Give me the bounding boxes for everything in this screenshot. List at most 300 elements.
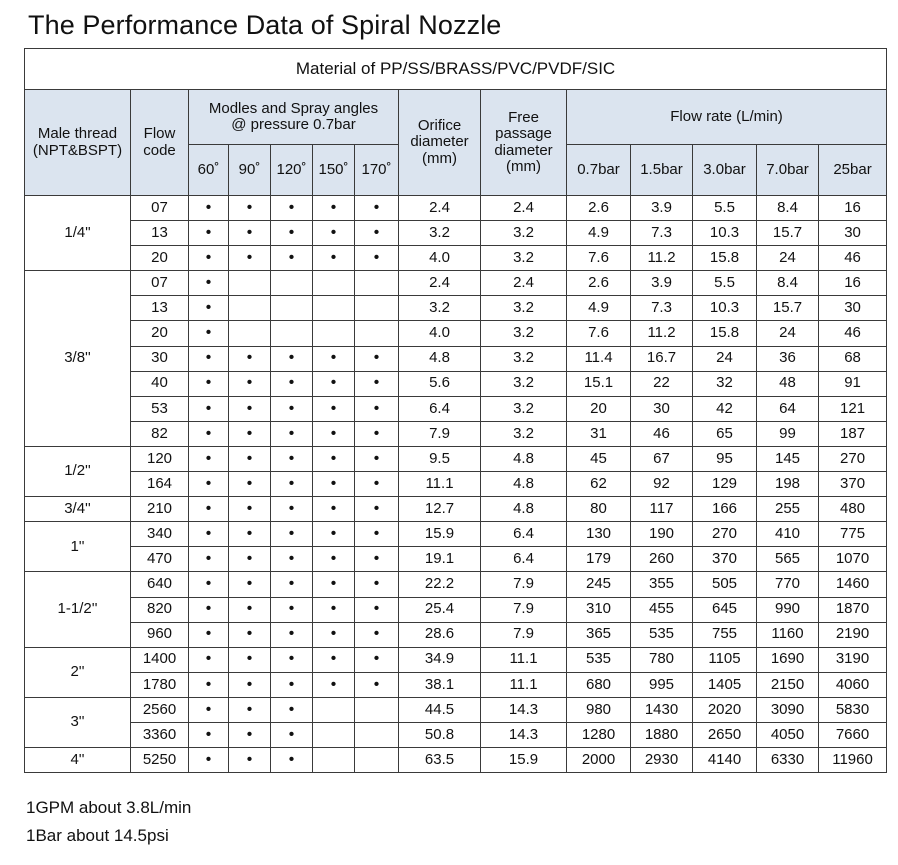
angle-availability-cell: • [189, 647, 229, 672]
free-passage-cell: 4.8 [481, 497, 567, 522]
orifice-diameter-cell: 38.1 [399, 672, 481, 697]
angle-availability-cell: • [229, 196, 271, 221]
flow-rate-cell: 121 [819, 396, 887, 421]
angle-availability-cell: • [189, 597, 229, 622]
flow-rate-cell: 3090 [757, 697, 819, 722]
note-bar: 1Bar about 14.5psi [26, 826, 169, 845]
angle-availability-cell: • [313, 446, 355, 471]
angle-availability-cell: • [189, 622, 229, 647]
angle-availability-cell: • [313, 572, 355, 597]
flow-rate-cell: 5.5 [693, 196, 757, 221]
angle-availability-cell: • [271, 672, 313, 697]
table-row [25, 371, 887, 396]
flow-rate-cell: 310 [567, 597, 631, 622]
flow-rate-cell: 2190 [819, 622, 887, 647]
angle-availability-cell: • [355, 572, 399, 597]
flow-rate-cell: 64 [757, 396, 819, 421]
angle-availability-cell: • [355, 497, 399, 522]
orifice-diameter-cell: 2.4 [399, 196, 481, 221]
thread-size-cell: 4'' [25, 748, 131, 773]
thread-size-cell: 1/2'' [25, 446, 131, 496]
orifice-diameter-cell: 15.9 [399, 522, 481, 547]
pressure-header: 1.5bar [631, 145, 693, 196]
flow-rate-cell: 11960 [819, 748, 887, 773]
flow-rate-cell: 4050 [757, 722, 819, 747]
orifice-diameter-cell: 25.4 [399, 597, 481, 622]
flow-code-cell: 640 [131, 572, 189, 597]
angle-availability-cell: • [355, 647, 399, 672]
performance-table [24, 48, 887, 773]
flow-rate-cell: 990 [757, 597, 819, 622]
angle-availability-cell: • [355, 346, 399, 371]
table-row [25, 196, 887, 221]
table-row [25, 622, 887, 647]
angle-availability-cell: • [313, 547, 355, 572]
angle-availability-cell [355, 722, 399, 747]
angle-availability-cell: • [313, 472, 355, 497]
flow-rate-cell: 24 [757, 246, 819, 271]
orifice-diameter-cell: 63.5 [399, 748, 481, 773]
flow-rate-cell: 645 [693, 597, 757, 622]
orifice-diameter-cell: 6.4 [399, 396, 481, 421]
table-row [25, 647, 887, 672]
angle-availability-cell: • [313, 597, 355, 622]
flow-rate-cell: 10.3 [693, 296, 757, 321]
angle-availability-cell: • [313, 346, 355, 371]
angle-header: 90˚ [229, 145, 271, 196]
orifice-diameter-cell: 4.8 [399, 346, 481, 371]
flow-rate-cell: 24 [693, 346, 757, 371]
angle-availability-cell [313, 748, 355, 773]
flow-rate-cell: 10.3 [693, 221, 757, 246]
angle-availability-cell: • [271, 722, 313, 747]
spray-angles-header: Modles and Spray angles @ pressure 0.7bar [189, 90, 399, 145]
table-row [25, 221, 887, 246]
angle-availability-cell: • [229, 371, 271, 396]
angle-availability-cell: • [313, 371, 355, 396]
angle-availability-cell: • [229, 446, 271, 471]
orifice-diameter-header: Orifice diameter (mm) [399, 90, 481, 196]
table-row [25, 748, 887, 773]
flow-rate-cell: 775 [819, 522, 887, 547]
orifice-diameter-cell: 50.8 [399, 722, 481, 747]
angle-availability-cell: • [355, 446, 399, 471]
flow-code-header: Flow code [131, 90, 189, 196]
flow-rate-cell: 32 [693, 371, 757, 396]
flow-rate-cell: 46 [631, 421, 693, 446]
male-thread-header: Male thread (NPT&BSPT) [25, 90, 131, 196]
pressure-header: 25bar [819, 145, 887, 196]
flow-rate-cell: 198 [757, 472, 819, 497]
free-passage-cell: 14.3 [481, 722, 567, 747]
orifice-diameter-cell: 12.7 [399, 497, 481, 522]
table-row [25, 572, 887, 597]
table-row [25, 396, 887, 421]
flow-code-cell: 13 [131, 221, 189, 246]
angle-availability-cell: • [355, 371, 399, 396]
flow-rate-cell: 1430 [631, 697, 693, 722]
table-row [25, 522, 887, 547]
free-passage-cell: 7.9 [481, 622, 567, 647]
page-title: The Performance Data of Spiral Nozzle [28, 10, 502, 40]
thread-size-cell: 3/8'' [25, 271, 131, 447]
flow-rate-cell: 3.9 [631, 196, 693, 221]
angle-availability-cell: • [355, 597, 399, 622]
angle-availability-cell [355, 321, 399, 346]
angle-availability-cell [229, 271, 271, 296]
flow-code-cell: 960 [131, 622, 189, 647]
flow-code-cell: 210 [131, 497, 189, 522]
angle-availability-cell: • [229, 647, 271, 672]
angle-availability-cell: • [229, 572, 271, 597]
free-passage-cell: 3.2 [481, 346, 567, 371]
angle-availability-cell: • [271, 748, 313, 773]
flow-rate-cell: 535 [567, 647, 631, 672]
angle-availability-cell: • [229, 421, 271, 446]
flow-rate-cell: 11.4 [567, 346, 631, 371]
angle-availability-cell: • [229, 522, 271, 547]
orifice-diameter-cell: 19.1 [399, 547, 481, 572]
angle-availability-cell: • [355, 421, 399, 446]
orifice-diameter-cell: 7.9 [399, 421, 481, 446]
table-row [25, 547, 887, 572]
free-passage-cell: 3.2 [481, 321, 567, 346]
flow-rate-cell: 260 [631, 547, 693, 572]
angle-availability-cell: • [271, 221, 313, 246]
orifice-diameter-cell: 44.5 [399, 697, 481, 722]
angle-availability-cell: • [271, 446, 313, 471]
flow-rate-cell: 7.6 [567, 246, 631, 271]
angle-availability-cell: • [189, 346, 229, 371]
flow-rate-cell: 4.9 [567, 221, 631, 246]
flow-rate-cell: 4.9 [567, 296, 631, 321]
flow-rate-cell: 2930 [631, 748, 693, 773]
angle-availability-cell: • [189, 722, 229, 747]
flow-code-cell: 470 [131, 547, 189, 572]
table-row [25, 246, 887, 271]
flow-rate-cell: 190 [631, 522, 693, 547]
angle-availability-cell: • [229, 472, 271, 497]
angle-availability-cell: • [189, 522, 229, 547]
flow-code-cell: 1400 [131, 647, 189, 672]
angle-availability-cell [271, 321, 313, 346]
free-passage-cell: 15.9 [481, 748, 567, 773]
orifice-diameter-cell: 9.5 [399, 446, 481, 471]
flow-rate-cell: 16 [819, 271, 887, 296]
flow-rate-cell: 99 [757, 421, 819, 446]
flow-rate-cell: 48 [757, 371, 819, 396]
flow-rate-cell: 4060 [819, 672, 887, 697]
flow-rate-cell: 1070 [819, 547, 887, 572]
orifice-diameter-cell: 5.6 [399, 371, 481, 396]
angle-availability-cell: • [313, 246, 355, 271]
flow-rate-cell: 16 [819, 196, 887, 221]
flow-rate-cell: 6330 [757, 748, 819, 773]
free-passage-cell: 6.4 [481, 522, 567, 547]
angle-availability-cell: • [189, 697, 229, 722]
thread-size-cell: 1'' [25, 522, 131, 572]
table-body [25, 196, 887, 773]
flow-rate-cell: 1405 [693, 672, 757, 697]
flow-code-cell: 13 [131, 296, 189, 321]
angle-availability-cell: • [189, 421, 229, 446]
angle-availability-cell: • [313, 647, 355, 672]
flow-rate-cell: 2020 [693, 697, 757, 722]
angle-availability-cell: • [355, 472, 399, 497]
flow-rate-cell: 370 [693, 547, 757, 572]
angle-availability-cell: • [189, 547, 229, 572]
flow-code-cell: 3360 [131, 722, 189, 747]
angle-header: 150˚ [313, 145, 355, 196]
angle-header: 120˚ [271, 145, 313, 196]
flow-rate-cell: 117 [631, 497, 693, 522]
flow-rate-cell: 46 [819, 321, 887, 346]
flow-rate-cell: 2650 [693, 722, 757, 747]
flow-rate-cell: 1105 [693, 647, 757, 672]
flow-rate-cell: 1160 [757, 622, 819, 647]
flow-code-cell: 120 [131, 446, 189, 471]
thread-size-cell: 1-1/2'' [25, 572, 131, 647]
angle-availability-cell [313, 321, 355, 346]
flow-code-cell: 20 [131, 321, 189, 346]
flow-rate-cell: 1690 [757, 647, 819, 672]
flow-rate-cell: 15.1 [567, 371, 631, 396]
table-row [25, 321, 887, 346]
angle-availability-cell: • [313, 522, 355, 547]
angle-availability-cell: • [355, 547, 399, 572]
orifice-diameter-cell: 4.0 [399, 246, 481, 271]
angle-availability-cell: • [229, 396, 271, 421]
flow-rate-cell: 780 [631, 647, 693, 672]
angle-availability-cell: • [229, 597, 271, 622]
angle-availability-cell: • [229, 697, 271, 722]
flow-rate-cell: 1880 [631, 722, 693, 747]
angle-availability-cell [313, 296, 355, 321]
flow-code-cell: 1780 [131, 672, 189, 697]
table-row [25, 672, 887, 697]
orifice-diameter-cell: 2.4 [399, 271, 481, 296]
table-row [25, 421, 887, 446]
flow-rate-cell: 1460 [819, 572, 887, 597]
angle-availability-cell: • [271, 346, 313, 371]
flow-rate-cell: 410 [757, 522, 819, 547]
angle-availability-cell: • [313, 221, 355, 246]
orifice-diameter-cell: 4.0 [399, 321, 481, 346]
flow-rate-cell: 255 [757, 497, 819, 522]
angle-availability-cell: • [355, 622, 399, 647]
flow-rate-cell: 270 [693, 522, 757, 547]
table-row [25, 346, 887, 371]
angle-availability-cell: • [189, 221, 229, 246]
angle-availability-cell [229, 321, 271, 346]
angle-availability-cell: • [189, 748, 229, 773]
flow-rate-cell: 2150 [757, 672, 819, 697]
flow-rate-cell: 46 [819, 246, 887, 271]
angle-availability-cell: • [229, 246, 271, 271]
flow-rate-cell: 355 [631, 572, 693, 597]
angle-availability-cell: • [189, 572, 229, 597]
thread-size-cell: 3'' [25, 697, 131, 747]
flow-rate-header: Flow rate (L/min) [567, 90, 887, 145]
free-passage-cell: 3.2 [481, 421, 567, 446]
flow-rate-cell: 2000 [567, 748, 631, 773]
free-passage-cell: 3.2 [481, 221, 567, 246]
pressure-header: 7.0bar [757, 145, 819, 196]
flow-rate-cell: 770 [757, 572, 819, 597]
flow-rate-cell: 480 [819, 497, 887, 522]
flow-rate-cell: 67 [631, 446, 693, 471]
angle-availability-cell: • [313, 622, 355, 647]
angle-availability-cell: • [189, 296, 229, 321]
free-passage-cell: 3.2 [481, 246, 567, 271]
angle-availability-cell: • [189, 396, 229, 421]
flow-code-cell: 340 [131, 522, 189, 547]
flow-rate-cell: 980 [567, 697, 631, 722]
table-row [25, 446, 887, 471]
angle-availability-cell [355, 748, 399, 773]
flow-rate-cell: 1870 [819, 597, 887, 622]
free-passage-cell: 7.9 [481, 572, 567, 597]
free-passage-header: Free passage diameter (mm) [481, 90, 567, 196]
flow-rate-cell: 365 [567, 622, 631, 647]
material-header: Material of PP/SS/BRASS/PVC/PVDF/SIC [25, 49, 887, 90]
flow-code-cell: 07 [131, 271, 189, 296]
orifice-diameter-cell: 28.6 [399, 622, 481, 647]
flow-rate-cell: 15.8 [693, 321, 757, 346]
flow-rate-cell: 30 [819, 221, 887, 246]
thread-size-cell: 2'' [25, 647, 131, 697]
angle-availability-cell: • [313, 396, 355, 421]
flow-rate-cell: 92 [631, 472, 693, 497]
angle-availability-cell: • [313, 421, 355, 446]
free-passage-cell: 4.8 [481, 472, 567, 497]
table-row [25, 497, 887, 522]
flow-rate-cell: 62 [567, 472, 631, 497]
flow-rate-cell: 7.3 [631, 221, 693, 246]
flow-rate-cell: 455 [631, 597, 693, 622]
flow-code-cell: 2560 [131, 697, 189, 722]
thread-size-cell: 3/4'' [25, 497, 131, 522]
free-passage-cell: 7.9 [481, 597, 567, 622]
flow-rate-cell: 755 [693, 622, 757, 647]
angle-availability-cell: • [229, 722, 271, 747]
flow-code-cell: 07 [131, 196, 189, 221]
flow-rate-cell: 45 [567, 446, 631, 471]
flow-rate-cell: 7660 [819, 722, 887, 747]
angle-availability-cell: • [229, 221, 271, 246]
angle-availability-cell: • [271, 547, 313, 572]
angle-availability-cell: • [271, 597, 313, 622]
angle-availability-cell: • [229, 497, 271, 522]
flow-rate-cell: 16.7 [631, 346, 693, 371]
flow-rate-cell: 91 [819, 371, 887, 396]
angle-availability-cell [313, 697, 355, 722]
angle-availability-cell: • [229, 622, 271, 647]
angle-header: 170˚ [355, 145, 399, 196]
flow-code-cell: 30 [131, 346, 189, 371]
orifice-diameter-cell: 22.2 [399, 572, 481, 597]
orifice-diameter-cell: 3.2 [399, 221, 481, 246]
angle-availability-cell: • [189, 472, 229, 497]
flow-rate-cell: 7.3 [631, 296, 693, 321]
flow-rate-cell: 5830 [819, 697, 887, 722]
flow-rate-cell: 179 [567, 547, 631, 572]
flow-rate-cell: 565 [757, 547, 819, 572]
angle-availability-cell: • [313, 672, 355, 697]
flow-rate-cell: 245 [567, 572, 631, 597]
angle-availability-cell: • [271, 572, 313, 597]
flow-code-cell: 20 [131, 246, 189, 271]
flow-rate-cell: 22 [631, 371, 693, 396]
angle-availability-cell: • [271, 647, 313, 672]
flow-rate-cell: 3190 [819, 647, 887, 672]
notes [26, 794, 191, 850]
flow-code-cell: 40 [131, 371, 189, 396]
flow-rate-cell: 187 [819, 421, 887, 446]
angle-availability-cell: • [271, 522, 313, 547]
table-row [25, 472, 887, 497]
free-passage-cell: 6.4 [481, 547, 567, 572]
angle-availability-cell [271, 296, 313, 321]
angle-availability-cell [355, 296, 399, 321]
angle-availability-cell: • [189, 246, 229, 271]
free-passage-cell: 3.2 [481, 371, 567, 396]
free-passage-cell: 3.2 [481, 296, 567, 321]
flow-rate-cell: 36 [757, 346, 819, 371]
angle-header: 60˚ [189, 145, 229, 196]
angle-availability-cell: • [189, 321, 229, 346]
flow-code-cell: 5250 [131, 748, 189, 773]
angle-availability-cell [271, 271, 313, 296]
orifice-diameter-cell: 34.9 [399, 647, 481, 672]
flow-code-cell: 820 [131, 597, 189, 622]
angle-availability-cell [355, 271, 399, 296]
thread-size-cell: 1/4" [25, 196, 131, 271]
flow-rate-cell: 2.6 [567, 196, 631, 221]
flow-rate-cell: 145 [757, 446, 819, 471]
angle-availability-cell: • [229, 748, 271, 773]
flow-rate-cell: 95 [693, 446, 757, 471]
flow-rate-cell: 11.2 [631, 246, 693, 271]
angle-availability-cell: • [189, 446, 229, 471]
table-row [25, 697, 887, 722]
angle-availability-cell: • [313, 196, 355, 221]
angle-availability-cell: • [271, 246, 313, 271]
flow-rate-cell: 130 [567, 522, 631, 547]
flow-rate-cell: 31 [567, 421, 631, 446]
flow-rate-cell: 15.7 [757, 221, 819, 246]
angle-availability-cell: • [355, 246, 399, 271]
pressure-header: 3.0bar [693, 145, 757, 196]
flow-rate-cell: 505 [693, 572, 757, 597]
free-passage-cell: 2.4 [481, 271, 567, 296]
flow-rate-cell: 42 [693, 396, 757, 421]
flow-rate-cell: 2.6 [567, 271, 631, 296]
angle-availability-cell: • [189, 196, 229, 221]
flow-rate-cell: 995 [631, 672, 693, 697]
flow-rate-cell: 166 [693, 497, 757, 522]
flow-rate-cell: 15.7 [757, 296, 819, 321]
angle-availability-cell: • [271, 421, 313, 446]
angle-availability-cell: • [189, 271, 229, 296]
angle-availability-cell [313, 722, 355, 747]
flow-rate-cell: 680 [567, 672, 631, 697]
angle-availability-cell: • [189, 672, 229, 697]
flow-rate-cell: 5.5 [693, 271, 757, 296]
free-passage-cell: 3.2 [481, 396, 567, 421]
free-passage-cell: 2.4 [481, 196, 567, 221]
table-row [25, 296, 887, 321]
